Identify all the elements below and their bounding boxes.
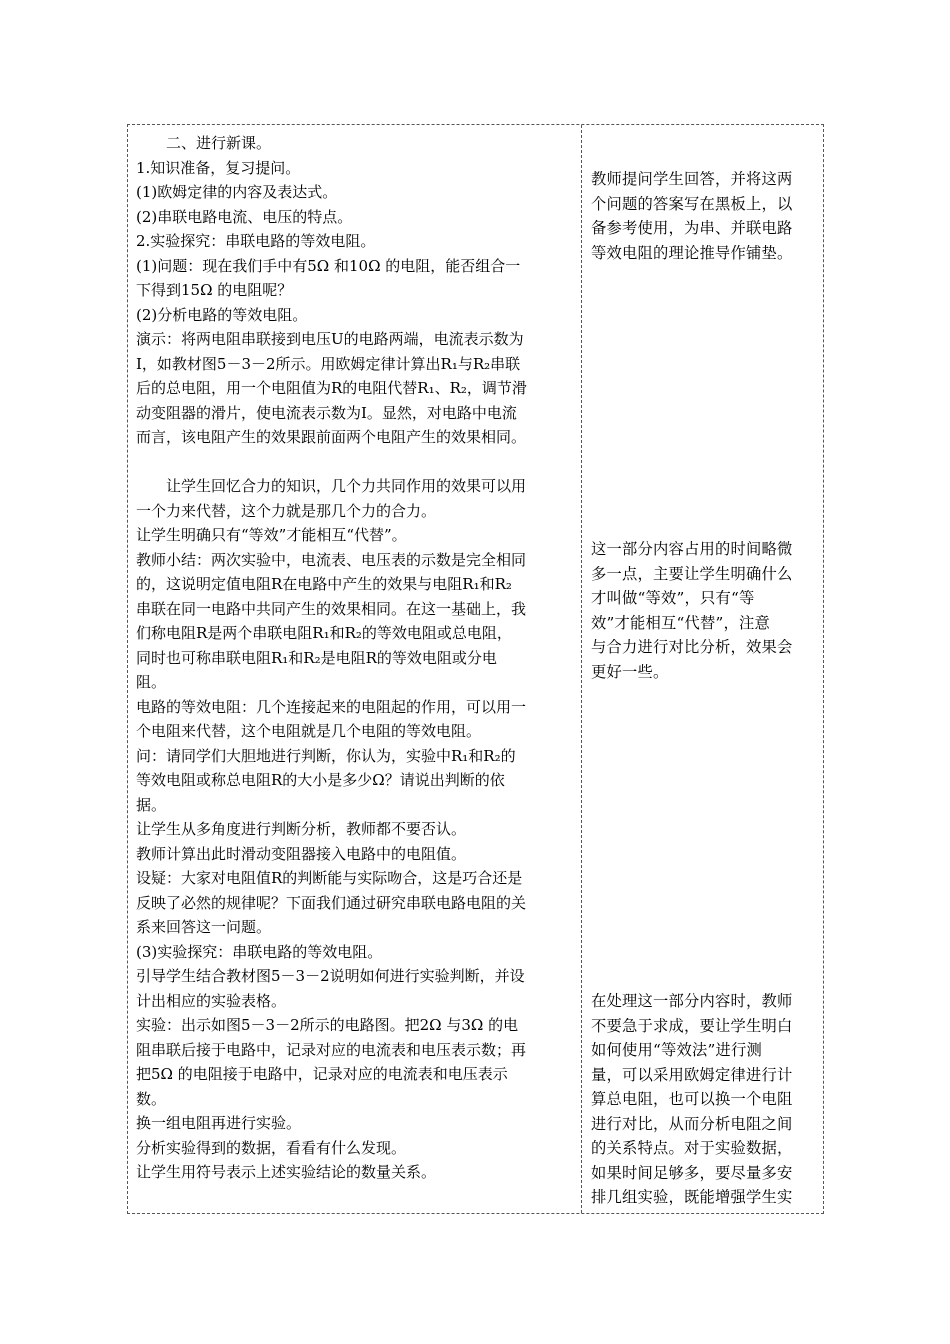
text-line: 的，这说明定值电阻R在电路中产生的效果与电阻R₁和R₂ <box>136 575 512 593</box>
text-line: 二、进行新课。 <box>166 134 272 152</box>
text-line: 教师小结：两次实验中，电流表、电压表的示数是完全相同 <box>136 550 527 569</box>
note-line: 与合力进行对比分析，效果会 <box>591 638 793 656</box>
text-line: (2)串联电路电流、电压的特点。 <box>136 207 353 226</box>
text-line: I，如教材图5－3－2所示。用欧姆定律计算出R₁与R₂串联 <box>136 354 521 373</box>
note-line: 教师提问学生回答，并将这两 <box>591 170 793 188</box>
note-line: 如何使用“等效法”进行测 <box>591 1041 763 1059</box>
note-line: 不要急于求成，要让学生明白 <box>591 1016 793 1035</box>
teaching-process-column <box>136 131 576 1185</box>
text-line: 动变阻器的滑片，使电流表示数为I。显然，对电路中电流 <box>136 403 517 422</box>
note-line: 这一部分内容占用的时间略微 <box>591 540 793 558</box>
text-line: 2.实验探究：串联电路的等效电阻。 <box>136 232 376 250</box>
text-line: 阻。 <box>136 673 167 691</box>
text-line: 同时也可称串联电阻R₁和R₂是电阻R的等效电阻或分电 <box>136 648 497 667</box>
text-line: 个电阻来代替，这个电阻就是几个电阻的等效电阻。 <box>136 722 482 740</box>
paragraph-gap <box>136 450 576 475</box>
text-line: (2)分析电路的等效电阻。 <box>136 305 308 324</box>
text-line: (1)欧姆定律的内容及表达式。 <box>136 183 338 201</box>
text-line: 后的总电阻，用一个电阻值为R的电阻代替R₁、R₂，调节滑 <box>136 379 527 397</box>
lesson-plan-table <box>127 124 824 1214</box>
text-line: (1)问题：现在我们手中有5Ω 和10Ω 的电阻，能否组合一 <box>136 256 521 275</box>
note-line: 更好一些。 <box>591 662 669 681</box>
note-line: 如果时间足够多，要尽量多安 <box>591 1163 793 1182</box>
note-line: 个问题的答案写在黑板上，以 <box>591 194 793 213</box>
text-line: 据。 <box>136 795 167 814</box>
text-line: 让学生从多角度进行判断分析，教师都不要否认。 <box>136 820 467 838</box>
note-line: 进行对比，从而分析电阻之间 <box>591 1114 793 1133</box>
design-intent-note-2 <box>591 537 817 684</box>
note-line: 的关系特点。对于实验数据， <box>591 1139 793 1157</box>
text-line: 引导学生结合教材图5－3－2说明如何进行实验判断，并设 <box>136 967 525 985</box>
design-intent-note-1 <box>591 167 817 265</box>
text-line: 电路的等效电阻：几个连接起来的电阻起的作用，可以用一 <box>136 697 527 716</box>
text-line: 把5Ω 的电阻接于电路中，记录对应的电流表和电压表示 <box>136 1065 508 1083</box>
text-line: 教师计算出此时滑动变阻器接入电路中的电阻值。 <box>136 844 467 863</box>
text-line: 数。 <box>136 1089 167 1108</box>
text-line: 让学生明确只有“等效”才能相互“代替”。 <box>136 526 407 544</box>
text-line: 而言，该电阻产生的效果跟前面两个电阻产生的效果相同。 <box>136 428 527 446</box>
note-line: 量，可以采用欧姆定律进行计 <box>591 1065 793 1084</box>
text-line: 反映了必然的规律呢？下面我们通过研究串联电路电阻的关 <box>136 893 527 912</box>
note-line: 多一点，主要让学生明确什么 <box>591 564 793 583</box>
note-line: 在处理这一部分内容时，教师 <box>591 992 793 1010</box>
note-line: 才叫做“等效”，只有“等 <box>591 589 755 607</box>
note-line: 等效电阻的理论推导作铺垫。 <box>591 243 793 262</box>
column-divider <box>581 125 582 1213</box>
text-line: 换一组电阻再进行实验。 <box>136 1114 302 1132</box>
note-line: 算总电阻，也可以换一个电阻 <box>591 1090 793 1108</box>
text-line: 让学生回忆合力的知识，几个力共同作用的效果可以用 <box>166 477 527 495</box>
text-line: (3)实验探究：串联电路的等效电阻。 <box>136 942 383 961</box>
note-line: 备参考使用，为串、并联电路 <box>591 219 793 237</box>
text-line: 系来回答这一问题。 <box>136 918 272 936</box>
text-line: 分析实验得到的数据，看看有什么发现。 <box>136 1138 407 1157</box>
text-line: 让学生用符号表示上述实验结论的数量关系。 <box>136 1163 437 1181</box>
text-line: 下得到15Ω 的电阻呢？ <box>136 281 293 299</box>
text-line: 一个力来代替，这个力就是那几个力的合力。 <box>136 501 437 520</box>
text-line: 等效电阻或称总电阻R的大小是多少Ω？请说出判断的依 <box>136 771 505 789</box>
design-intent-note-3 <box>591 989 817 1210</box>
text-line: 设疑：大家对电阻值R的判断能与实际吻合，这是巧合还是 <box>136 869 523 887</box>
text-line: 阻串联后接于电路中，记录对应的电流表和电压表示数；再 <box>136 1040 527 1059</box>
text-line: 实验：出示如图5－3－2所示的电路图。把2Ω 与3Ω 的电 <box>136 1016 519 1034</box>
text-line: 演示：将两电阻串联接到电压U的电路两端，电流表示数为 <box>136 330 524 348</box>
text-line: 串联在同一电路中共同产生的效果相同。在这一基础上，我 <box>136 599 527 618</box>
text-line: 问：请同学们大胆地进行判断，你认为，实验中R₁和R₂的 <box>136 746 516 765</box>
text-line: 1.知识准备，复习提问。 <box>136 158 301 177</box>
note-line: 效”才能相互“代替”，注意 <box>591 613 771 632</box>
text-line: 计出相应的实验表格。 <box>136 991 287 1010</box>
note-line: 排几组实验，既能增强学生实 <box>591 1188 793 1206</box>
text-line: 们称电阻R是两个串联电阻R₁和R₂的等效电阻或总电阻， <box>136 624 512 642</box>
